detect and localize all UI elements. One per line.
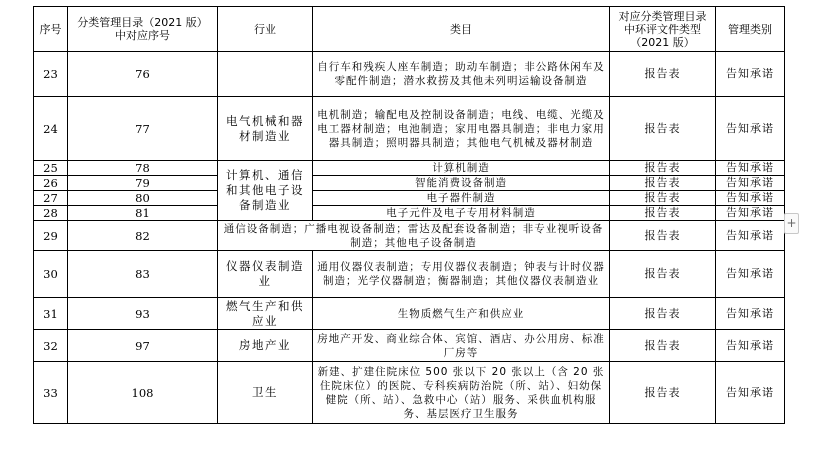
cell-doc-type: 报告表	[610, 176, 716, 191]
table-row	[34, 206, 785, 221]
environmental-catalog-table	[33, 6, 785, 424]
cell-catalog-no: 82	[68, 221, 218, 251]
cell-mgmt: 告知承诺	[716, 191, 785, 206]
cell-category: 通信设备制造；广播电视设备制造；雷达及配套设备制造；非专业视听设备制造；其他电子设备制造	[218, 221, 610, 251]
cell-mgmt: 告知承诺	[716, 97, 785, 161]
cell-catalog-no: 78	[68, 161, 218, 176]
cell-mgmt: 告知承诺	[716, 206, 785, 221]
header-industry: 行业	[218, 7, 313, 52]
cell-industry: 卫生	[218, 362, 313, 424]
cell-doc-type: 报告表	[610, 251, 716, 298]
cell-doc-type: 报告表	[610, 206, 716, 221]
cell-mgmt: 告知承诺	[716, 52, 785, 97]
cell-catalog-no: 79	[68, 176, 218, 191]
cell-category: 计算机制造	[313, 161, 610, 176]
cell-industry: 电气机械和器材制造业	[218, 97, 313, 161]
table-row	[34, 298, 785, 330]
cell-doc-type: 报告表	[610, 298, 716, 330]
cell-category: 自行车和残疾人座车制造；助动车制造；非公路休闲车及零配件制造；潜水救捞及其他未列明运输设备制造	[313, 52, 610, 97]
cell-doc-type: 报告表	[610, 362, 716, 424]
cell-seq: 28	[34, 206, 68, 221]
cell-mgmt: 告知承诺	[716, 362, 785, 424]
header-doc-type: 对应分类管理目录 中环评文件类型 （2021 版）	[610, 7, 716, 52]
cell-doc-type: 报告表	[610, 330, 716, 362]
cell-doc-type: 报告表	[610, 191, 716, 206]
cell-doc-type: 报告表	[610, 221, 716, 251]
table-row	[34, 362, 785, 424]
cell-mgmt: 告知承诺	[716, 176, 785, 191]
cell-category: 新建、扩建住院床位 500 张以下 20 张以上（含 20 张住院床位）的医院、专科疾病防治院（所、站）、妇幼保健院（所、站）、急救中心（站）服务、采供血机构服务、基层医疗卫生服务	[313, 362, 610, 424]
cell-seq: 26	[34, 176, 68, 191]
cell-catalog-no: 83	[68, 251, 218, 298]
cell-seq: 27	[34, 191, 68, 206]
cell-industry: 计算机、通信和其他电子设备制造业	[218, 161, 313, 221]
table-row	[34, 176, 785, 191]
cell-catalog-no: 93	[68, 298, 218, 330]
cell-seq: 24	[34, 97, 68, 161]
table-row	[34, 52, 785, 97]
cell-doc-type: 报告表	[610, 161, 716, 176]
table-row	[34, 191, 785, 206]
cell-mgmt: 告知承诺	[716, 251, 785, 298]
cell-seq: 30	[34, 251, 68, 298]
cell-mgmt: 告知承诺	[716, 330, 785, 362]
table-header-row	[34, 7, 785, 52]
table-row	[34, 221, 785, 251]
cell-doc-type: 报告表	[610, 97, 716, 161]
cell-category: 通用仪器仪表制造；专用仪器仪表制造；钟表与计时仪器制造；光学仪器制造；衡器制造；其他仪器仪表制造业	[313, 251, 610, 298]
cell-seq: 33	[34, 362, 68, 424]
cell-catalog-no: 80	[68, 191, 218, 206]
cell-seq: 23	[34, 52, 68, 97]
cell-seq: 32	[34, 330, 68, 362]
header-category: 类目	[313, 7, 610, 52]
header-seq: 序号	[34, 7, 68, 52]
table-row	[34, 97, 785, 161]
cell-catalog-no: 97	[68, 330, 218, 362]
cell-doc-type: 报告表	[610, 52, 716, 97]
cell-category: 生物质燃气生产和供应业	[313, 298, 610, 330]
table-row	[34, 161, 785, 176]
cell-catalog-no: 77	[68, 97, 218, 161]
cell-seq: 25	[34, 161, 68, 176]
cell-category: 电子器件制造	[313, 191, 610, 206]
cell-industry: 燃气生产和供应业	[218, 298, 313, 330]
table-row	[34, 330, 785, 362]
header-mgmt: 管理类别	[716, 7, 785, 52]
cell-mgmt: 告知承诺	[716, 161, 785, 176]
cell-category: 房地产开发、商业综合体、宾馆、酒店、办公用房、标准厂房等	[313, 330, 610, 362]
cell-category: 智能消费设备制造	[313, 176, 610, 191]
cell-industry: 房地产业	[218, 330, 313, 362]
cell-catalog-no: 81	[68, 206, 218, 221]
cell-seq: 29	[34, 221, 68, 251]
cell-category: 电机制造；输配电及控制设备制造；电线、电缆、光缆及电工器材制造；电池制造；家用电器具制造；非电力家用器具制造；照明器具制造；其他电气机械及器材制造	[313, 97, 610, 161]
cell-industry: 仪器仪表制造业	[218, 251, 313, 298]
cell-catalog-no: 76	[68, 52, 218, 97]
add-row-icon[interactable]: +	[784, 213, 799, 234]
cell-mgmt: 告知承诺	[716, 221, 785, 251]
table-row	[34, 251, 785, 298]
header-catalog-no: 分类管理目录（2021 版） 中对应序号	[68, 7, 218, 52]
cell-industry	[218, 52, 313, 97]
cell-category: 电子元件及电子专用材料制造	[313, 206, 610, 221]
cell-seq: 31	[34, 298, 68, 330]
cell-catalog-no: 108	[68, 362, 218, 424]
cell-mgmt: 告知承诺	[716, 298, 785, 330]
